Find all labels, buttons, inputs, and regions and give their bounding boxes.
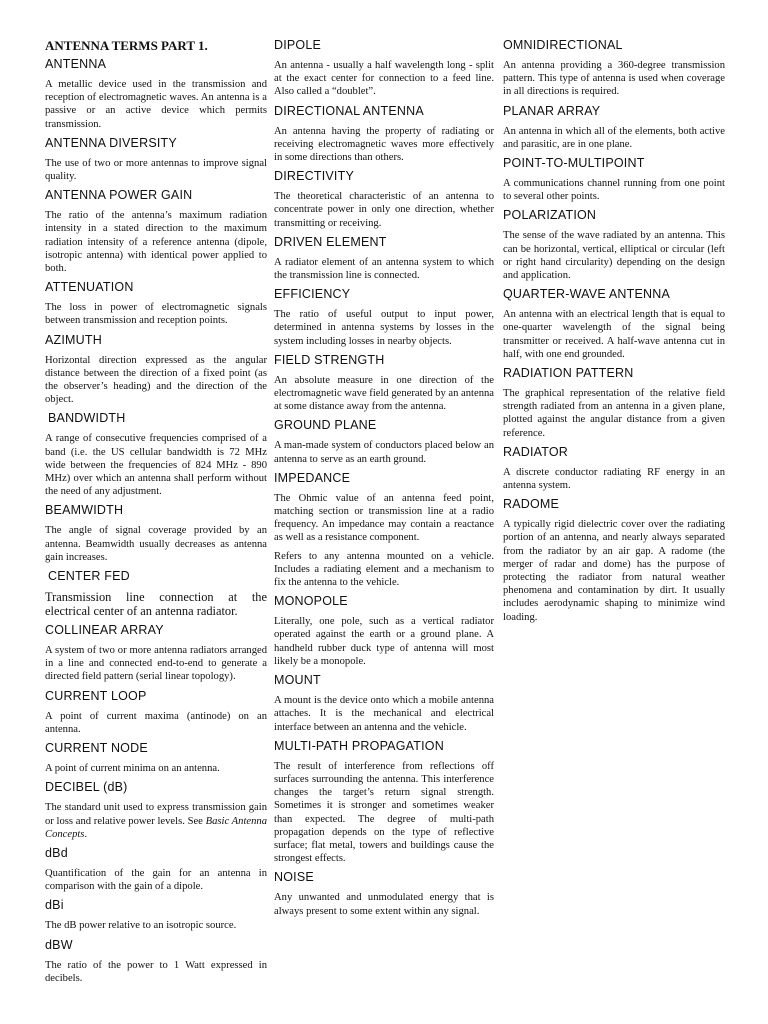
term-heading: OMNIDIRECTIONAL — [503, 38, 623, 52]
column-right — [503, 38, 725, 629]
term-definition — [274, 190, 494, 230]
definition-text: An antenna with an electrical length that is equal to one-quarter wavelength of the signal being transmitter or received. A half-wave antenna cut in half, with one end grounded. — [503, 309, 725, 360]
term-entry-dbw — [45, 938, 267, 985]
term-entry-azimuth — [45, 333, 267, 407]
definition-text: Literally, one pole, such as a vertical radiator operated against the earth or a ground plane. A handheld rubber duck type of antenna will most likely be a monopole. — [274, 616, 494, 667]
term-entry-antenna-power-gain — [45, 188, 267, 275]
column-middle — [274, 38, 494, 923]
term-entry-radiator — [503, 445, 725, 492]
definition-text: A range of consecutive frequencies comprised of a band (i.e. the US cellular bandwidth is 72 MHz wide between the frequencies of 824 MHz - 890 MHz) over which an antenna shall perform without the need of any adjustment. — [45, 433, 267, 498]
term-definition — [274, 891, 494, 917]
term-entry-multi-path-propagation — [274, 739, 494, 866]
definition-text: An antenna having the property of radiating or receiving electromagnetic waves more effectively in some directions than others. — [274, 125, 494, 164]
column-left — [45, 38, 267, 990]
definition-text: Transmission line connection at the electrical center of an antenna radiator. — [45, 590, 267, 619]
term-entry-antenna — [45, 57, 267, 131]
term-entry-decibel-db — [45, 780, 267, 841]
term-definition — [274, 374, 494, 414]
term-definition — [503, 177, 725, 203]
definition-text: The angle of signal coverage provided by an antenna. Beamwidth usually decreases as antenna gain increases. — [45, 525, 267, 563]
term-heading: BEAMWIDTH — [45, 503, 124, 518]
term-entry-planar-array — [503, 104, 725, 151]
term-heading: IMPEDANCE — [274, 470, 351, 485]
term-heading: BANDWIDTH — [48, 411, 126, 426]
term-entry-dbd — [45, 846, 267, 893]
definition-text: A typically rigid dielectric cover over the radiating portion of an antenna, and nearly always separated from the radiator by an air gap. A radome (the merger of radar and dome) has the purpose of protecting the radiator from natural weather phenomena and contamination by dirt. It usually includes aerodynamic shaping to minimize wind loading. — [503, 519, 725, 623]
term-definition — [45, 959, 267, 985]
definition-text: A point of current maxima (antinode) on an antenna. — [45, 710, 267, 735]
term-heading: RADOME — [503, 497, 560, 512]
term-definition — [274, 760, 494, 866]
page-title: ANTENNA TERMS PART 1. — [45, 38, 208, 53]
definition-text: The loss in power of electromagnetic signals between transmission and reception points. — [45, 302, 267, 327]
term-definition — [45, 209, 267, 275]
term-entry-monopole — [274, 594, 494, 668]
definition-text: A system of two or more antenna radiators arranged in a line and connected end-to-end to generate a directed field pattern (serial linear topology). — [45, 645, 267, 683]
term-heading: QUARTER-WAVE ANTENNA — [503, 287, 670, 302]
term-heading: NOISE — [274, 870, 314, 885]
term-heading: DRIVEN ELEMENT — [274, 234, 387, 249]
term-definition — [45, 644, 267, 684]
term-entry-radome — [503, 497, 725, 624]
term-heading: DIRECTIONAL ANTENNA — [274, 103, 424, 118]
term-definition — [45, 867, 267, 893]
term-definition — [503, 125, 725, 151]
definition-text: An antenna providing a 360-degree transmission pattern. This type of antenna is used when coverage in all directions is required. — [503, 60, 725, 98]
term-definition — [503, 229, 725, 282]
term-heading: FIELD STRENGTH — [274, 352, 385, 367]
term-entry-current-loop — [45, 689, 267, 736]
term-entry-directional-antenna — [274, 104, 494, 165]
term-heading: MONOPOLE — [274, 594, 348, 609]
term-entry-attenuation — [45, 280, 267, 327]
term-entry-antenna-diversity — [45, 136, 267, 183]
term-definition — [45, 801, 267, 841]
definition-text: The sense of the wave radiated by an antenna. This can be horizontal, vertical, elliptical or circular (left or right hand circularity) depending on the design and application. — [503, 230, 725, 282]
term-heading: CURRENT LOOP — [45, 688, 147, 703]
term-heading: DIPOLE — [274, 38, 322, 52]
definition-text: The Ohmic value of an antenna feed point, matching section or transmission line at a radio frequency. An impedance may contain a reactance as well as a resistance component. — [274, 492, 494, 544]
definition-text: An absolute measure in one direction of the electromagnetic wave field generated by an antenna at some distance away from the antenna. — [274, 374, 495, 413]
definition-text: Any unwanted and unmodulated energy that is always present to some extent within any signal. — [274, 892, 494, 917]
term-definition — [274, 492, 494, 545]
term-heading: MOUNT — [274, 673, 321, 688]
term-heading: POLARIZATION — [503, 208, 597, 223]
term-definition — [274, 256, 494, 282]
definition-text: A communications channel running from one point to several other points. — [503, 178, 725, 203]
term-definition — [274, 439, 494, 465]
term-entry-dbi — [45, 898, 267, 932]
term-heading: dBi — [45, 898, 64, 913]
term-definition — [45, 524, 267, 564]
term-entry-current-node — [45, 741, 267, 775]
term-definition — [45, 432, 267, 498]
term-heading: ANTENNA DIVERSITY — [45, 135, 177, 150]
term-heading: ANTENNA POWER GAIN — [45, 188, 193, 203]
term-entry-ground-plane — [274, 418, 494, 465]
definition-text: The ratio of the power to 1 Watt expressed in decibels. — [45, 959, 267, 984]
definition-text: A point of current minima on an antenna. — [45, 763, 220, 775]
term-heading: COLLINEAR ARRAY — [45, 623, 164, 638]
term-heading: EFFICIENCY — [274, 287, 351, 302]
definition-text: An antenna - usually a half wavelength long - split at the exact center for connection to a feed line. Also called a “doublet”. — [274, 60, 494, 98]
term-definition — [503, 466, 725, 492]
term-entry-driven-element — [274, 235, 494, 282]
term-entry-collinear-array — [45, 623, 267, 684]
definition-text: Quantification of the gain for an antenna in comparison with the gain of a dipole. — [45, 867, 267, 893]
definition-text: The theoretical characteristic of an antenna to concentrate power in only one direction, whether transmitting or receiving. — [274, 191, 494, 229]
term-definition — [45, 157, 267, 183]
term-entry-mount — [274, 673, 494, 734]
term-heading: AZIMUTH — [45, 332, 102, 347]
term-heading: ANTENNA — [45, 57, 107, 71]
term-entry-efficiency — [274, 287, 494, 348]
term-definition — [274, 308, 494, 348]
term-definition — [45, 78, 267, 131]
term-entry-polarization — [503, 208, 725, 282]
term-entry-point-to-multipoint — [503, 156, 725, 203]
term-entry-radiation-pattern — [503, 366, 725, 440]
definition-text: The standard unit used to express transmission gain or loss and relative power levels. See — [45, 802, 267, 827]
term-heading: DIRECTIVITY — [274, 169, 354, 184]
term-heading: MULTI-PATH PROPAGATION — [274, 738, 444, 753]
term-heading: RADIATION PATTERN — [503, 366, 634, 381]
term-definition — [503, 308, 725, 361]
definition-text: The result of interference from reflections off surfaces surrounding the antenna. This interference changes the target’s return signal strength. Sometimes it is stronger and sometimes weaker than expected. The degree of multi-path propagation depends on the type of reflective surface; flat metal, towers and buildings cause the strongest effects. — [274, 760, 494, 865]
term-definition — [503, 387, 725, 440]
definition-text: The dB power relative to an isotropic source. — [45, 920, 237, 932]
definition-text: The use of two or more antennas to improve signal quality. — [45, 157, 267, 183]
term-heading: PLANAR ARRAY — [503, 103, 601, 118]
definition-text: The graphical representation of the relative field strength radiated from an antenna in a given plane, plotted against the angular distance from a given reference. — [503, 388, 725, 439]
definition-text: The ratio of the antenna’s maximum radiation intensity in a stated direction to the maximum radiation intensity of a reference antenna (dipole, isotropic antenna) with identical power applied to both. — [45, 210, 267, 275]
term-definition — [274, 615, 494, 668]
term-heading: POINT-TO-MULTIPOINT — [503, 156, 645, 171]
term-entry-field-strength — [274, 353, 494, 414]
definition-text: A mount is the device onto which a mobile antenna attaches. It is the mechanical and electrical interface between an antenna and the vehicle. — [274, 695, 494, 733]
term-definition — [503, 59, 725, 99]
definition-text: Horizontal direction expressed as the angular distance between the direction of a fixed point (as the observer’s heading) and the direction of the object. — [45, 354, 267, 406]
definition-text: A metallic device used in the transmission and reception of electromagnetic waves. An antenna is a passive or an active device which permits transmission. — [45, 79, 267, 130]
term-entry-omnidirectional — [503, 38, 725, 99]
term-definition — [45, 919, 267, 932]
term-definition — [503, 518, 725, 624]
term-entry-noise — [274, 870, 494, 917]
term-heading: DECIBEL (dB) — [45, 780, 128, 795]
term-entry-impedance — [274, 471, 494, 589]
term-entry-dipole — [274, 38, 494, 99]
term-definition — [45, 354, 267, 407]
term-definition — [274, 125, 494, 165]
term-definition — [45, 590, 267, 618]
definition-text: A discrete conductor radiating RF energy in an antenna system. — [503, 466, 725, 492]
term-entry-quarter-wave-antenna — [503, 287, 725, 361]
term-definition — [45, 762, 267, 775]
term-heading: CENTER FED — [48, 569, 130, 584]
definition-text: An antenna in which all of the elements, both active and parasitic, are in one plane. — [503, 125, 725, 150]
term-heading: dBW — [45, 937, 73, 952]
term-definition-continued: Refers to any antenna mounted on a vehicle. Includes a radiating element and a mechanism to fix the antenna to the vehicle. — [274, 550, 494, 589]
term-heading: GROUND PLANE — [274, 418, 377, 433]
term-definition — [45, 710, 267, 736]
term-heading: RADIATOR — [503, 444, 569, 459]
term-entry-beamwidth — [45, 503, 267, 564]
term-definition — [274, 694, 494, 734]
definition-text: The ratio of useful output to input power, determined in antenna systems by losses in the system including losses in nearby objects. — [274, 309, 494, 347]
term-definition — [274, 59, 494, 99]
term-entry-bandwidth — [45, 411, 267, 498]
term-definition — [45, 301, 267, 327]
definition-suffix: . — [84, 828, 88, 840]
term-heading: CURRENT NODE — [45, 741, 148, 756]
term-heading: dBd — [45, 845, 68, 860]
definition-text: A man-made system of conductors placed below an antenna to serve as an earth ground. — [274, 440, 494, 465]
definition-reference: Basic Antenna Concepts — [45, 815, 267, 840]
definition-text: A radiator element of an antenna system to which the transmission line is connected. — [274, 256, 494, 282]
term-entry-center-fed — [45, 569, 267, 618]
term-entry-directivity — [274, 169, 494, 230]
term-heading: ATTENUATION — [45, 280, 134, 295]
